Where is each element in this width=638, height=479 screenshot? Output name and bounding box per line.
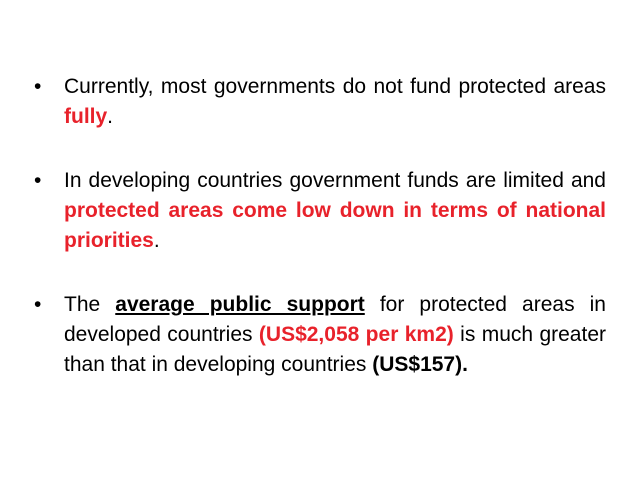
bullet-text: Currently, most governments do not fund protected areas	[64, 75, 606, 98]
bullet-text: is much greater than that in developing countries	[64, 323, 606, 376]
underlined-term: average public support	[115, 293, 365, 316]
bullet-text: for protected areas in developed countries	[64, 293, 606, 346]
bullet-text: In developing countries government funds are limited and	[64, 169, 606, 192]
bullet-developing-countries	[34, 166, 606, 256]
bullet-text: .	[107, 105, 114, 128]
bold-value: (US$157).	[372, 353, 468, 376]
emphasis-text: (US$2,058 per km2)	[258, 323, 454, 346]
emphasis-text: protected areas come low down in terms of national priorities	[64, 199, 606, 252]
bullet-funding	[34, 72, 606, 132]
bullet-public-support	[34, 290, 606, 380]
bullet-text: The	[64, 293, 116, 316]
bullet-text: .	[153, 229, 160, 252]
emphasis-text: fully	[64, 105, 108, 128]
bullet-list	[34, 72, 606, 414]
